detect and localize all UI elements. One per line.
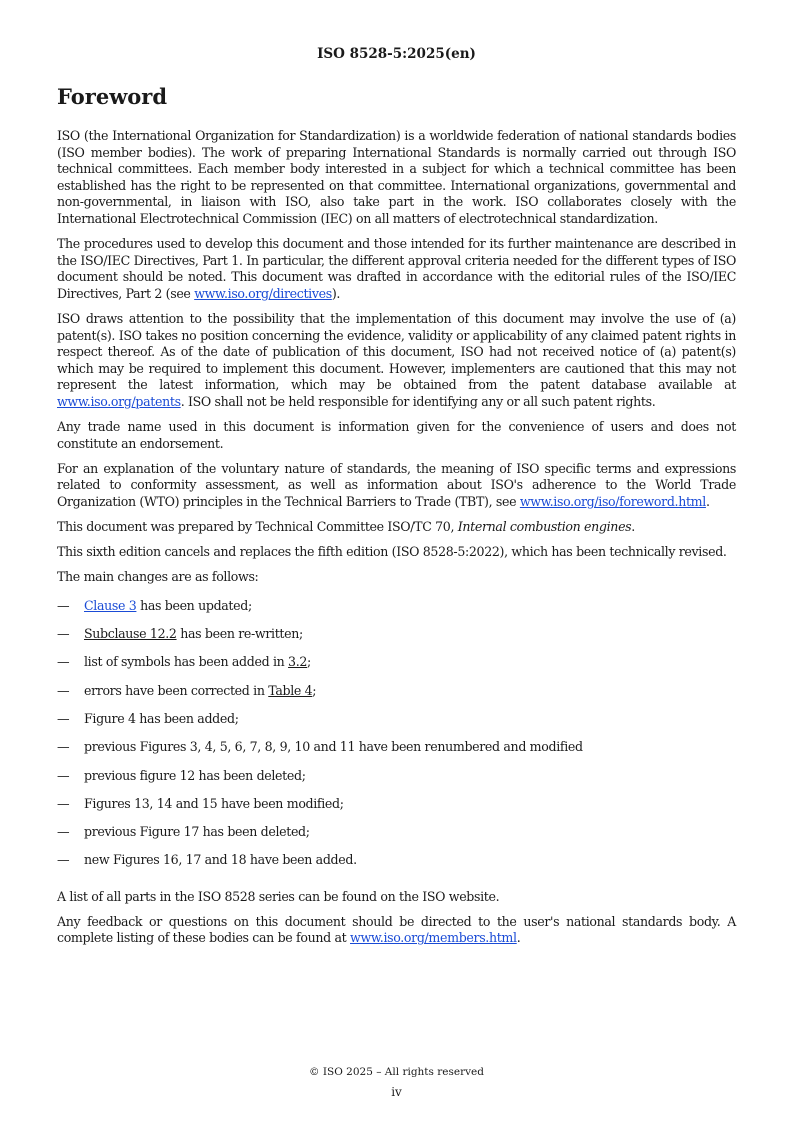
text: The procedures used to develop this document and those intended for its further maintenance are described in the ISO/IEC Directives, Part 1. In particular, the different approval criteria needed for the different types of ISO document should be noted. This document was drafted in accordance with the editorial rules of the ISO/IEC Directives, Part 2 (see	[57, 236, 736, 301]
dash: —	[57, 795, 70, 811]
text: previous figure 12 has been deleted;	[84, 767, 306, 783]
text: .	[631, 518, 635, 534]
paragraph-patents	[57, 311, 736, 411]
text: errors have been corrected in	[84, 682, 269, 698]
page-number: iv	[391, 1085, 402, 1099]
foreword-body	[57, 128, 736, 956]
document-id-header: ISO 8528-5:2025(en)	[317, 46, 476, 62]
text: .	[705, 493, 710, 509]
dash: —	[57, 739, 70, 755]
text: ;	[312, 682, 317, 698]
clause-3-2-ref[interactable]: 3.2	[288, 654, 308, 670]
text: Any feedback or questions on this document should be directed to the user's national standards body. A complete listing of these bodies can be found at	[57, 913, 736, 946]
paragraph-trade-name: Any trade name used in this document is information given for the convenience of users and does not constitute an endorsement.	[57, 419, 736, 451]
text: new Figures 16, 17 and 18 have been added.	[84, 852, 357, 868]
paragraph-series-parts: A list of all parts in the ISO 8528 series can be found on the ISO website.	[57, 888, 500, 904]
text: previous Figures 3, 4, 5, 6, 7, 8, 9, 10 and 11 have been renumbered and modified	[84, 739, 583, 755]
patents-link[interactable]: www.iso.org/patents	[57, 393, 181, 409]
table-4-ref[interactable]: Table 4	[268, 682, 313, 698]
dash: —	[57, 824, 70, 840]
dash: —	[57, 626, 70, 642]
paragraph-feedback	[57, 914, 736, 947]
paragraph-voluntary-nature	[57, 461, 736, 511]
text: ).	[331, 285, 341, 301]
text: Figure 4 has been added;	[84, 710, 239, 726]
dash: —	[57, 682, 70, 698]
list-item	[57, 796, 736, 824]
text: has been updated;	[136, 597, 252, 613]
text: .	[516, 930, 521, 946]
list-item	[57, 768, 736, 796]
text: Figures 13, 14 and 15 have been modified;	[84, 795, 344, 811]
foreword-link[interactable]: www.iso.org/iso/foreword.html	[519, 493, 706, 509]
copyright-footer: © ISO 2025 – All rights reserved	[309, 1066, 484, 1078]
list-item	[57, 683, 736, 711]
paragraph-iso-intro: ISO (the International Organization for Standardization) is a worldwide federation of national standards bodies (ISO member bodies). The work of preparing International Standards is normally carried out through ISO technical committees. Each member body interested in a subject for which a technical committee has been established has the right to be represented on that committee. International organizations, governmental and non-governmental, in liaison with ISO, also take part in the work. ISO collaborates closely with the International Electrotechnical Commission (IEC) on all matters of electrotechnical standardization.	[57, 128, 736, 226]
committee-name: Internal combustion engines	[457, 518, 632, 534]
text: This document was prepared by Technical Committee ISO/TC 70,	[57, 518, 458, 534]
dash: —	[57, 710, 70, 726]
changes-list	[57, 598, 736, 881]
text: ;	[307, 654, 311, 670]
paragraph-procedures	[57, 236, 736, 302]
text: list of symbols has been added in	[84, 654, 289, 670]
directives-link[interactable]: www.iso.org/directives	[194, 285, 332, 301]
text: previous Figure 17 has been deleted;	[84, 824, 310, 840]
dash: —	[57, 654, 70, 670]
list-item	[57, 654, 736, 682]
paragraph-main-changes: The main changes are as follows:	[57, 569, 259, 585]
subclause-12-2-ref[interactable]: Subclause 12.2	[84, 626, 177, 642]
list-item	[57, 852, 736, 880]
text: . ISO shall not be held responsible for identifying any or all such patent rights.	[180, 393, 656, 409]
list-item	[57, 711, 736, 739]
paragraph-edition: This sixth edition cancels and replaces the fifth edition (ISO 8528-5:2022), which has been technically revised.	[57, 544, 727, 560]
list-item	[57, 626, 736, 654]
dash: —	[57, 767, 70, 783]
text: For an explanation of the voluntary nature of standards, the meaning of ISO specific terms and expressions related to conformity assessment, as well as information about ISO's adherence to the World Trade Organization (WTO) principles in the Technical Barriers to Trade (TBT), see	[57, 460, 736, 509]
list-item	[57, 824, 736, 852]
dash: —	[57, 852, 70, 868]
members-link[interactable]: www.iso.org/members.html	[350, 930, 517, 946]
text: has been re-written;	[176, 626, 303, 642]
page-title: Foreword	[57, 84, 168, 109]
dash: —	[57, 597, 70, 613]
list-item	[57, 739, 736, 767]
list-item	[57, 598, 736, 626]
paragraph-committee	[57, 519, 736, 536]
clause-3-link[interactable]: Clause 3	[84, 597, 137, 613]
text: ISO draws attention to the possibility that the implementation of this document may involve the use of (a) patent(s). ISO takes no position concerning the evidence, validity or applicability of any claimed patent rights in respect thereof. As of the date of publication of this document, ISO had not received notice of (a) patent(s) which may be required to implement this document. However, implementers are cautioned that this may not represent the latest information, which may be obtained from the patent database available at	[57, 310, 736, 393]
